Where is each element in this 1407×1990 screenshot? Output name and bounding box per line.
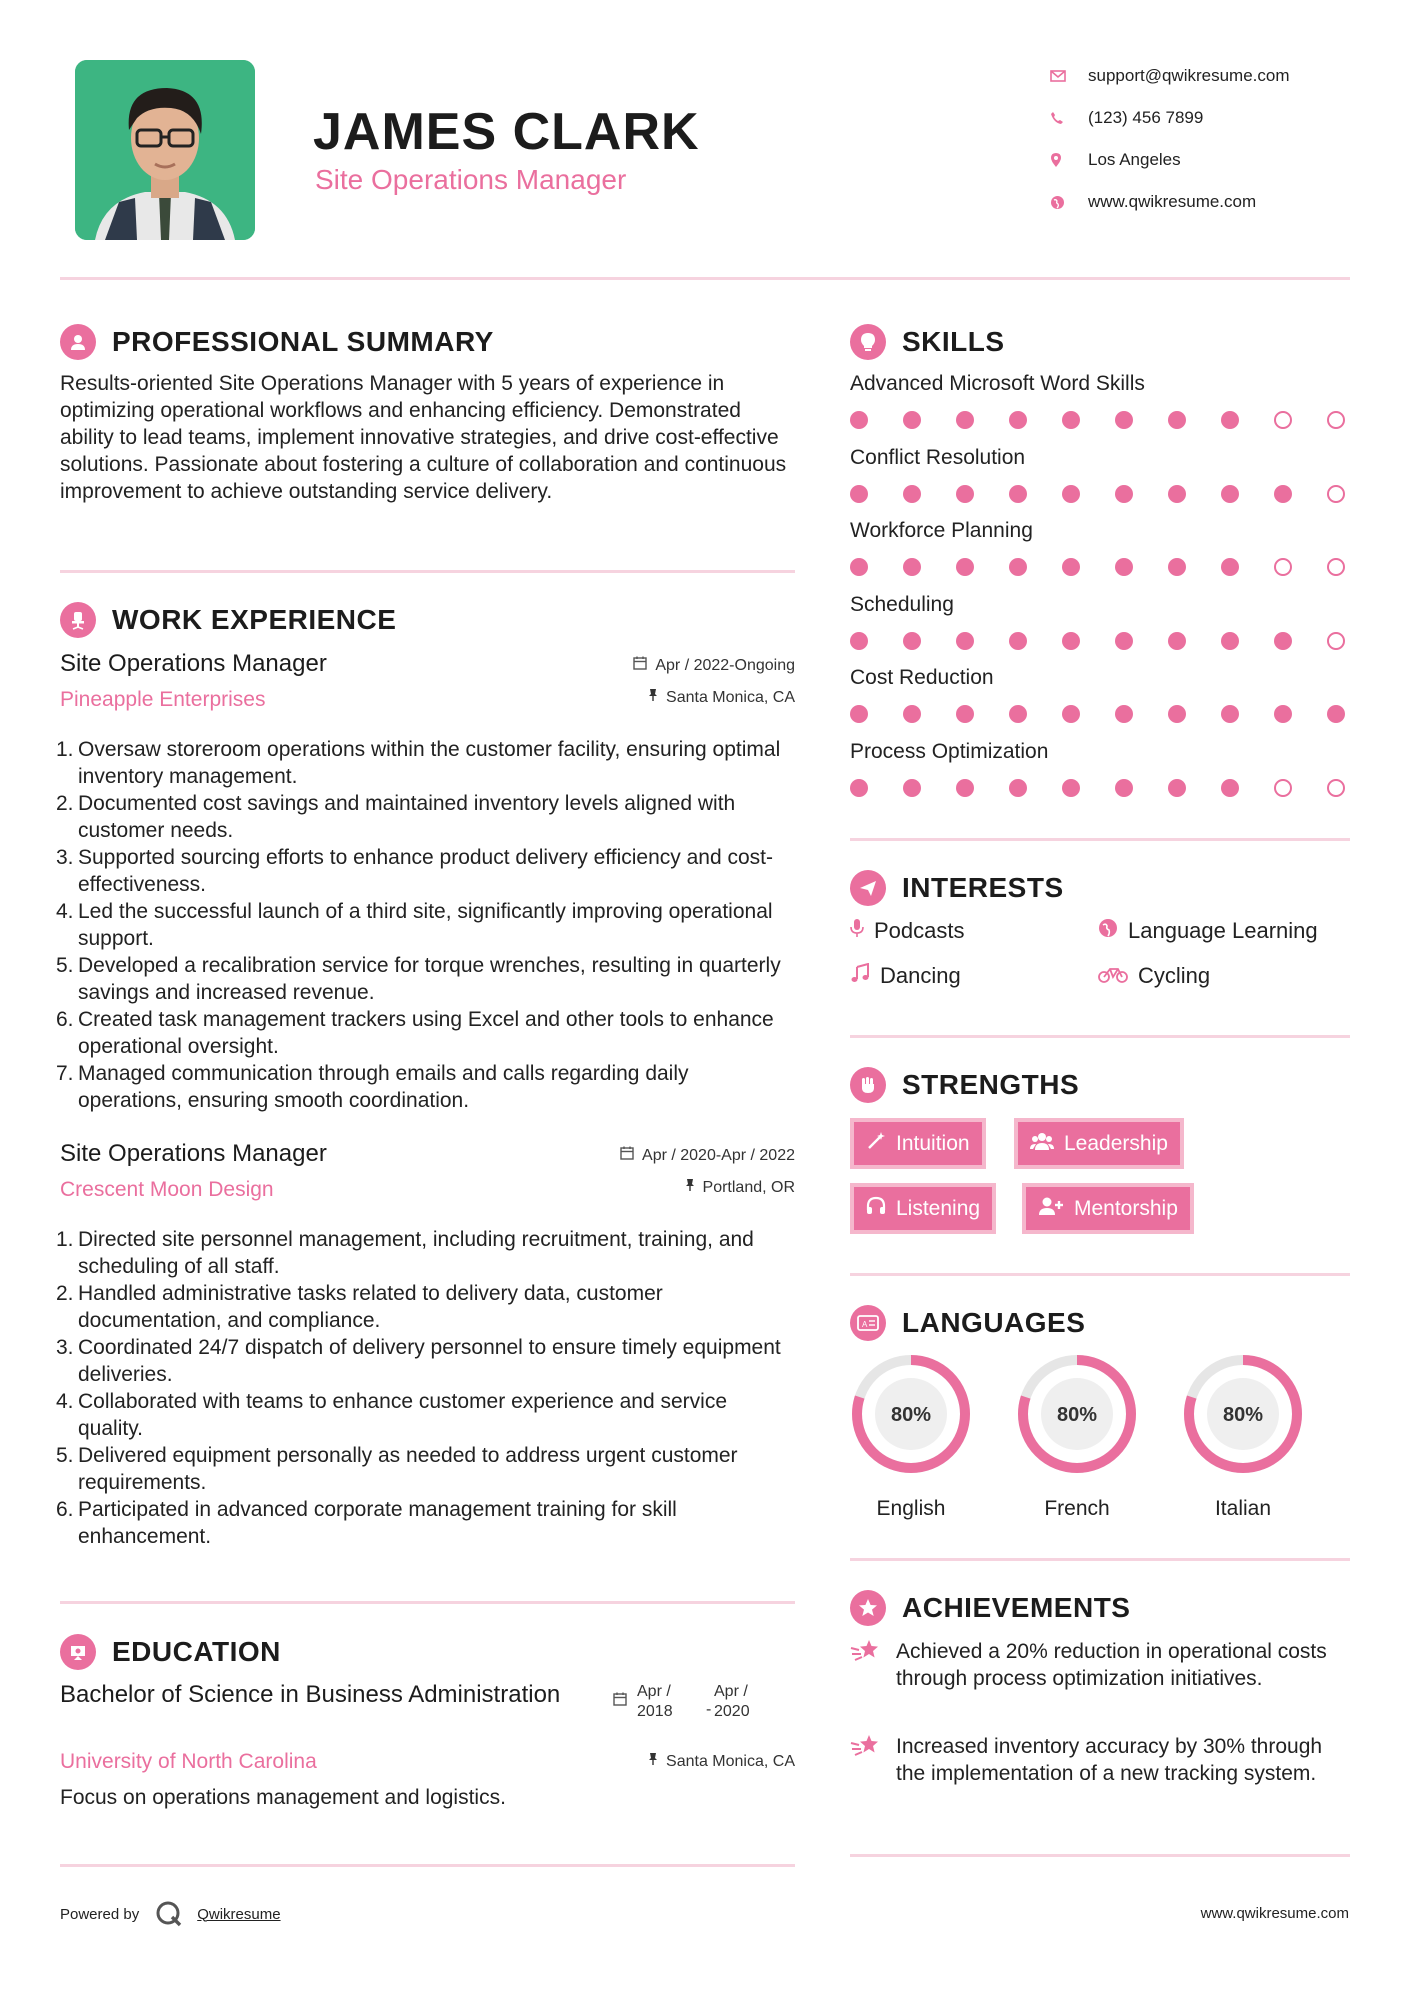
job-bullets (56, 736, 795, 1114)
rating-dot-empty (1274, 411, 1292, 429)
envelope-icon (1050, 70, 1088, 82)
shooting-star-icon (850, 1733, 880, 1787)
contact-location (1050, 139, 1370, 181)
rating-dot-empty (1274, 779, 1292, 797)
achievements-title: ACHIEVEMENTS (902, 1592, 1131, 1623)
ring-percent-label: 80% (1056, 1404, 1098, 1426)
strengths-title: STRENGTHS (902, 1069, 1080, 1100)
skills-heading (850, 324, 1005, 360)
rating-dot-empty (1327, 632, 1345, 650)
languages-title: LANGUAGES (902, 1307, 1086, 1338)
strength-label: Intuition (896, 1131, 970, 1155)
interest-item (850, 963, 961, 989)
rating-dot-filled (903, 632, 921, 650)
education-divider (60, 1864, 795, 1867)
office-chair-icon (60, 602, 96, 638)
rating-dot-filled (1115, 705, 1133, 723)
rating-dot-filled (1062, 632, 1080, 650)
language-item (1181, 1352, 1305, 1521)
interest-label: Podcasts (874, 918, 965, 943)
microphone-icon (850, 918, 864, 944)
skill-rating (850, 410, 1350, 430)
list-item: 2. Documented cost savings and maintained inventory levels aligned with customer needs. (56, 792, 736, 842)
user-plus-icon (1038, 1196, 1064, 1222)
powered-by-text: Powered by (60, 1905, 140, 1923)
job-location-text: Santa Monica, CA (666, 688, 795, 706)
education-location (648, 1752, 795, 1771)
job-entry (56, 1140, 795, 1550)
skill-rating (850, 557, 1350, 577)
contact-website[interactable] (1050, 181, 1370, 223)
interests-divider (850, 1035, 1350, 1038)
footer-website[interactable]: www.qwikresume.com (1200, 1905, 1349, 1922)
rating-dot-filled (1009, 632, 1027, 650)
job-location (648, 688, 795, 707)
skill-rating (850, 704, 1350, 724)
contact-phone-text: (123) 456 7899 (1088, 108, 1204, 127)
rating-dot-empty (1327, 485, 1345, 503)
achievement-text: Achieved a 20% reduction in operational costs through process optimization initiatives. (896, 1640, 1327, 1690)
skills-title: SKILLS (902, 326, 1005, 357)
rating-dot-filled (1221, 411, 1239, 429)
shooting-star-icon (850, 1638, 880, 1692)
rating-dot-filled (1221, 558, 1239, 576)
interest-label: Language Learning (1128, 918, 1318, 943)
interest-label: Dancing (880, 963, 961, 988)
skill-rating (850, 631, 1350, 651)
summary-title: PROFESSIONAL SUMMARY (112, 326, 494, 357)
rating-dot-filled (956, 558, 974, 576)
list-item: 5. Developed a recalibration service for torque wrenches, resulting in quarterly savings and increased revenue. (56, 954, 781, 1004)
skills-divider (850, 838, 1350, 841)
rating-dot-filled (850, 411, 868, 429)
language-card-icon (850, 1305, 886, 1341)
languages-divider (850, 1558, 1350, 1561)
list-item: 3. Supported sourcing efforts to enhance product delivery efficiency and cost-effectiveness. (56, 846, 773, 896)
language-ring (1181, 1352, 1305, 1476)
list-item: 7. Managed communication through emails and calls regarding daily operations, ensuring smooth coordination. (56, 1062, 689, 1112)
rating-dot-filled (1115, 558, 1133, 576)
skill-name: Process Optimization (850, 739, 1049, 763)
rating-dot-filled (1221, 632, 1239, 650)
rating-dot-filled (1221, 705, 1239, 723)
language-ring (849, 1352, 973, 1476)
rating-dot-filled (1221, 779, 1239, 797)
rating-dot-filled (1274, 485, 1292, 503)
summary-heading (60, 324, 494, 360)
rating-dot-filled (850, 632, 868, 650)
skill-item (850, 372, 1350, 430)
contact-location-text: Los Angeles (1088, 150, 1181, 169)
skill-rating (850, 778, 1350, 798)
music-note-icon (850, 963, 870, 989)
job-date (633, 656, 795, 675)
job-company: Crescent Moon Design (60, 1178, 274, 1201)
job-bullets (56, 1226, 795, 1550)
strengths-heading (850, 1067, 1079, 1103)
calendar-icon (620, 1146, 634, 1165)
rating-dot-filled (956, 411, 974, 429)
strength-label: Leadership (1064, 1131, 1168, 1155)
strength-chip (850, 1118, 986, 1169)
header-divider (60, 277, 1350, 280)
rating-dot-filled (1062, 779, 1080, 797)
list-item: 5. Delivered equipment personally as needed to address urgent customer requirements. (56, 1444, 738, 1494)
rating-dot-filled (956, 485, 974, 503)
rating-dot-filled (1168, 411, 1186, 429)
rating-dot-filled (903, 705, 921, 723)
list-item: 3. Coordinated 24/7 dispatch of delivery personnel to ensure timely equipment deliveries. (56, 1336, 781, 1386)
rating-dot-filled (1221, 485, 1239, 503)
skill-name: Cost Reduction (850, 666, 994, 689)
interest-item (1098, 963, 1210, 989)
rating-dot-filled (1009, 485, 1027, 503)
skill-item (850, 740, 1350, 798)
rating-dot-filled (956, 632, 974, 650)
paper-plane-icon (850, 870, 886, 906)
rating-dot-filled (903, 411, 921, 429)
rating-dot-filled (850, 705, 868, 723)
education-description: Focus on operations management and logistics. (60, 1786, 506, 1809)
rating-dot-filled (1009, 411, 1027, 429)
candidate-name: JAMES CLARK (313, 103, 700, 161)
magic-wand-icon (866, 1131, 886, 1157)
rating-dot-filled (850, 485, 868, 503)
rating-dot-filled (1327, 705, 1345, 723)
list-item: 4. Led the successful launch of a third site, significantly improving operational support. (56, 900, 773, 950)
languages-heading (850, 1305, 1085, 1341)
rating-dot-filled (1009, 779, 1027, 797)
rating-dot-empty (1274, 558, 1292, 576)
education-location-text: Santa Monica, CA (666, 1752, 795, 1770)
skill-item (850, 446, 1350, 504)
skill-item (850, 519, 1350, 577)
achievements-heading (850, 1590, 1130, 1626)
rating-dot-filled (1168, 632, 1186, 650)
summary-divider (60, 570, 795, 573)
education-date-end: Apr / 2020 (714, 1683, 750, 1720)
strength-chip (850, 1183, 996, 1234)
strength-chip (1014, 1118, 1184, 1169)
skill-item (850, 593, 1350, 651)
achievements-divider (850, 1854, 1350, 1857)
rating-dot-filled (1115, 411, 1133, 429)
job-company: Pineapple Enterprises (60, 688, 266, 711)
contact-phone[interactable] (1050, 97, 1370, 139)
star-badge-icon (850, 1590, 886, 1626)
ring-percent-label: 80% (890, 1404, 932, 1426)
experience-heading (60, 602, 396, 638)
pushpin-icon (685, 1178, 695, 1197)
rating-dot-filled (1115, 632, 1133, 650)
rating-dot-filled (850, 558, 868, 576)
education-title: EDUCATION (112, 1636, 281, 1667)
pushpin-icon (648, 1752, 658, 1771)
rating-dot-filled (903, 779, 921, 797)
rating-dot-filled (903, 558, 921, 576)
rating-dot-filled (903, 485, 921, 503)
list-item: 6. Created task management trackers using Excel and other tools to enhance operational oversight. (56, 1008, 774, 1058)
skill-name: Conflict Resolution (850, 445, 1026, 469)
rating-dot-filled (1062, 558, 1080, 576)
achievement-item (850, 1638, 1350, 1692)
skill-rating (850, 484, 1350, 504)
rating-dot-filled (1274, 632, 1292, 650)
list-item: 1. Oversaw storeroom operations within the customer facility, ensuring optimal inventory management. (56, 738, 781, 788)
language-name: Italian (1214, 1497, 1272, 1520)
rating-dot-filled (1168, 705, 1186, 723)
list-item: 1. Directed site personnel management, including recruitment, training, and scheduling of all staff. (56, 1228, 754, 1278)
skill-name: Scheduling (850, 592, 954, 616)
experience-divider (60, 1601, 795, 1604)
job-location (685, 1178, 795, 1197)
job-title: Site Operations Manager (60, 1140, 327, 1167)
interest-item (1098, 918, 1318, 944)
job-date (620, 1146, 795, 1165)
job-date-text: Apr / 2020-Apr / 2022 (642, 1146, 795, 1164)
education-heading (60, 1634, 281, 1670)
job-title: Site Operations Manager (60, 650, 327, 677)
job-entry (56, 650, 795, 1114)
rating-dot-filled (1115, 485, 1133, 503)
job-date-text: Apr / 2022-Ongoing (655, 656, 795, 674)
rating-dot-filled (1062, 411, 1080, 429)
fist-icon (850, 1067, 886, 1103)
headphones-icon (866, 1196, 886, 1222)
interest-item (850, 918, 965, 944)
calendar-icon (633, 656, 647, 675)
contact-website-text: www.qwikresume.com (1088, 192, 1257, 211)
rating-dot-filled (1168, 779, 1186, 797)
calendar-icon (613, 1692, 627, 1712)
rating-dot-empty (1327, 411, 1345, 429)
strength-label: Mentorship (1074, 1196, 1178, 1220)
education-date-separator: - (706, 1701, 712, 1718)
rating-dot-filled (1168, 558, 1186, 576)
rating-dot-empty (1327, 558, 1345, 576)
rating-dot-filled (1009, 705, 1027, 723)
rating-dot-filled (1168, 485, 1186, 503)
phone-icon (1050, 111, 1088, 125)
bicycle-icon (1098, 963, 1128, 989)
rating-dot-empty (1327, 779, 1345, 797)
skill-item (850, 666, 1350, 724)
degree-title: Bachelor of Science in Business Administration (60, 1681, 561, 1708)
achievement-item (850, 1733, 1350, 1787)
interests-title: INTERESTS (902, 872, 1064, 903)
qwikresume-logo-icon (155, 1900, 183, 1928)
education-date-start: Apr / 2018 (637, 1683, 673, 1720)
job-location-text: Portland, OR (702, 1178, 795, 1196)
language-ring (1015, 1352, 1139, 1476)
summary-text: Results-oriented Site Operations Manager with 5 years of experience in optimizing operational workflows and enhancing efficiency. Demonstrated ability to lead teams, implement innovative strategies, and drive cost-effective solutions. Passionate about fostering a culture of collaboration and continuous improvement to achieve outstanding service delivery. (60, 372, 787, 503)
language-name: English (876, 1497, 946, 1520)
strength-label: Listening (896, 1196, 981, 1220)
candidate-title: Site Operations Manager (315, 164, 627, 195)
contact-email[interactable] (1050, 55, 1370, 97)
strengths-divider (850, 1273, 1350, 1276)
school-name: University of North Carolina (60, 1750, 317, 1773)
achievement-text: Increased inventory accuracy by 30% through the implementation of a new tracking system. (896, 1735, 1323, 1785)
user-icon (60, 324, 96, 360)
language-item (1015, 1352, 1139, 1521)
profile-photo (75, 60, 255, 240)
rating-dot-filled (1009, 558, 1027, 576)
rating-dot-filled (1062, 705, 1080, 723)
skill-name: Advanced Microsoft Word Skills (850, 372, 1145, 395)
contact-email-text: support@qwikresume.com (1088, 66, 1290, 85)
users-icon (1030, 1131, 1054, 1157)
rating-dot-filled (1274, 705, 1292, 723)
qwikresume-link[interactable]: Qwikresume (197, 1905, 281, 1923)
interests-heading (850, 870, 1064, 906)
experience-title: WORK EXPERIENCE (112, 604, 397, 635)
footer-powered-by (60, 1900, 281, 1928)
language-item (849, 1352, 973, 1521)
graduation-icon (60, 1634, 96, 1670)
pushpin-icon (648, 688, 658, 707)
ring-percent-label: 80% (1222, 1404, 1264, 1426)
lightbulb-icon (850, 324, 886, 360)
list-item: 6. Participated in advanced corporate management training for skill enhancement. (56, 1498, 677, 1548)
list-item: 4. Collaborated with teams to enhance customer experience and service quality. (56, 1390, 728, 1440)
strength-chip (1022, 1183, 1194, 1234)
rating-dot-filled (1115, 779, 1133, 797)
skill-name: Workforce Planning (850, 519, 1033, 542)
interest-label: Cycling (1138, 963, 1211, 988)
svg-text:A: A (862, 1320, 868, 1329)
globe-icon (1050, 195, 1088, 210)
globe-icon (1098, 918, 1118, 944)
rating-dot-filled (850, 779, 868, 797)
rating-dot-filled (1062, 485, 1080, 503)
contact-list (1050, 55, 1370, 223)
rating-dot-filled (956, 705, 974, 723)
map-pin-icon (1050, 152, 1088, 168)
rating-dot-filled (956, 779, 974, 797)
language-name: French (1044, 1497, 1110, 1520)
list-item: 2. Handled administrative tasks related to delivery data, customer documentation, and compliance. (56, 1282, 663, 1332)
